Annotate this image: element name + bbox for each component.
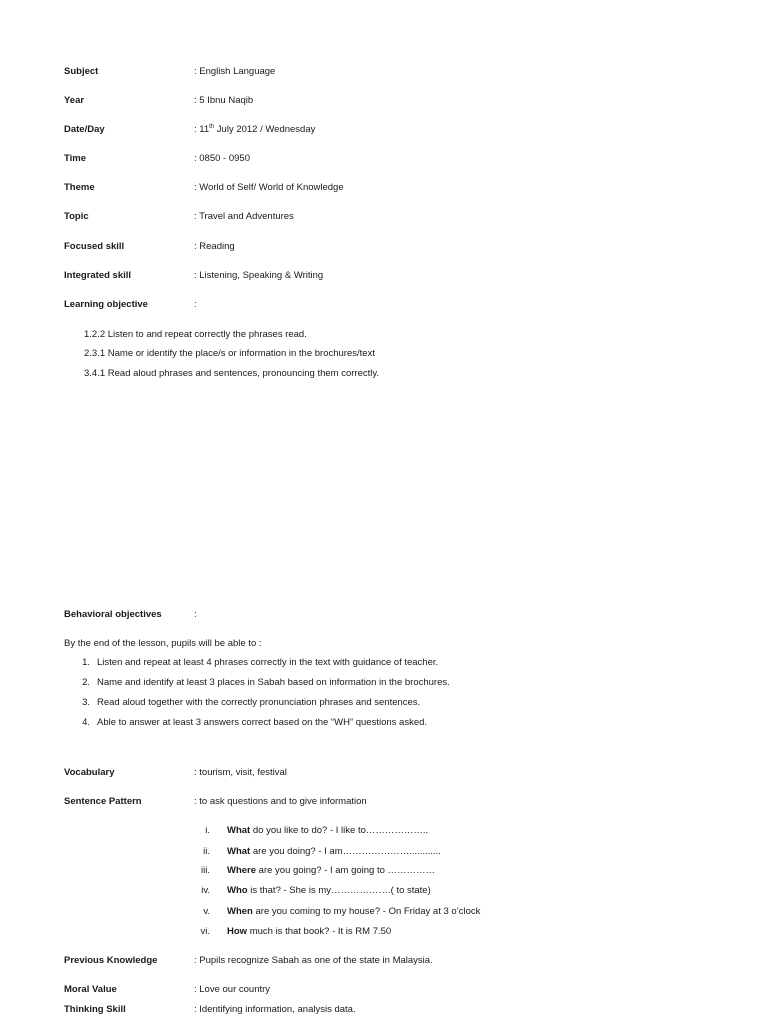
field-value: : Identifying information, analysis data. xyxy=(194,1004,356,1015)
wh-word: Where xyxy=(227,865,257,876)
date-rest: July 2012 / Wednesday xyxy=(214,124,316,135)
field-vocabulary xyxy=(64,766,704,780)
sentence-item xyxy=(227,864,435,878)
field-value: : 5 Ibnu Naqib xyxy=(194,95,254,106)
field-learning-objective xyxy=(64,298,704,312)
field-value: : World of Self/ World of Knowledge xyxy=(194,182,344,193)
field-label: Topic xyxy=(64,211,89,222)
sentence-rest: do you like to do? - I like to……………….. xyxy=(250,825,429,836)
field-thinking-skill xyxy=(64,1003,704,1017)
learning-objective-item: 3.4.1 Read aloud phrases and sentences, pronouncing them correctly. xyxy=(84,368,380,379)
wh-word: How xyxy=(227,926,248,937)
sentence-item xyxy=(227,925,391,939)
wh-word: When xyxy=(227,906,253,917)
learning-objective-item: 1.2.2 Listen to and repeat correctly the phrases read. xyxy=(84,329,307,340)
sentence-item-number: vi. xyxy=(200,926,210,937)
field-theme xyxy=(64,181,704,195)
behavioral-intro: By the end of the lesson, pupils will be able to : xyxy=(64,638,262,649)
behavioral-item-number: 1. xyxy=(82,657,90,668)
field-focused-skill xyxy=(64,240,704,254)
sentence-item-number: ii. xyxy=(203,846,210,857)
field-year xyxy=(64,94,704,108)
field-value xyxy=(194,123,315,137)
behavioral-item-number: 3. xyxy=(82,697,90,708)
field-label: Subject xyxy=(64,66,99,77)
field-value: : 0850 - 0950 xyxy=(194,153,250,164)
behavioral-item-text: Able to answer at least 3 answers correct based on the “WH” questions asked. xyxy=(97,717,428,728)
field-value: : Love our country xyxy=(194,984,271,995)
field-value: : Travel and Adventures xyxy=(194,211,294,222)
date-ordinal-suffix: th xyxy=(209,124,215,130)
field-behavioral-objectives xyxy=(64,608,704,622)
sentence-rest: much is that book? - It is RM 7.50 xyxy=(247,926,392,937)
field-value: : Pupils recognize Sabah as one of the state in Malaysia. xyxy=(194,955,433,966)
field-label: Moral Value xyxy=(64,984,117,995)
sentence-rest: are you going? - I am going to …………… xyxy=(256,865,436,876)
field-label: Previous Knowledge xyxy=(64,955,158,966)
sentence-item xyxy=(227,824,428,838)
field-label: Behavioral objectives xyxy=(64,609,162,620)
field-label: Year xyxy=(64,95,85,106)
field-value: : English Language xyxy=(194,66,276,77)
sentence-item xyxy=(227,845,441,859)
field-value: : xyxy=(194,609,197,620)
wh-word: What xyxy=(227,846,251,857)
sentence-item-number: iv. xyxy=(201,885,210,896)
field-label: Focused skill xyxy=(64,241,125,252)
date-day-number: : 11 xyxy=(194,124,210,135)
field-label: Learning objective xyxy=(64,299,148,310)
field-time xyxy=(64,152,704,166)
field-value: : xyxy=(194,299,197,310)
field-label: Date/Day xyxy=(64,124,105,135)
field-value: : Listening, Speaking & Writing xyxy=(194,270,324,281)
field-integrated-skill xyxy=(64,269,704,283)
field-value: : to ask questions and to give information xyxy=(194,796,367,807)
field-label: Integrated skill xyxy=(64,270,132,281)
field-previous-knowledge xyxy=(64,954,704,968)
sentence-item-number: v. xyxy=(203,906,210,917)
sentence-item xyxy=(227,905,480,919)
behavioral-item-text: Read aloud together with the correctly pronunciation phrases and sentences. xyxy=(97,697,421,708)
sentence-item-number: iii. xyxy=(201,865,210,876)
field-label: Time xyxy=(64,153,87,164)
sentence-item xyxy=(227,884,431,898)
field-moral-value xyxy=(64,983,704,997)
field-label: Sentence Pattern xyxy=(64,796,142,807)
field-sentence-pattern xyxy=(64,795,704,809)
field-topic xyxy=(64,210,704,224)
behavioral-item-text: Listen and repeat at least 4 phrases correctly in the text with guidance of teacher. xyxy=(97,657,439,668)
field-subject xyxy=(64,65,704,79)
behavioral-item-number: 4. xyxy=(82,717,90,728)
behavioral-item-text: Name and identify at least 3 places in Sabah based on information in the brochures. xyxy=(97,677,450,688)
field-date-day xyxy=(64,123,704,137)
sentence-item-number: i. xyxy=(205,825,210,836)
wh-word: What xyxy=(227,825,251,836)
behavioral-item-number: 2. xyxy=(82,677,90,688)
sentence-rest: are you doing? - I am…………………............ xyxy=(250,846,441,857)
wh-word: Who xyxy=(227,885,248,896)
field-label: Vocabulary xyxy=(64,767,115,778)
field-value: : tourism, visit, festival xyxy=(194,767,287,778)
field-value: : Reading xyxy=(194,241,235,252)
sentence-rest: are you coming to my house? - On Friday at 3 o’clock xyxy=(252,906,481,917)
learning-objective-item: 2.3.1 Name or identify the place/s or information in the brochures/text xyxy=(84,348,375,359)
field-label: Thinking Skill xyxy=(64,1004,126,1015)
field-label: Theme xyxy=(64,182,95,193)
sentence-rest: is that? - She is my……………….( to state) xyxy=(247,885,431,896)
